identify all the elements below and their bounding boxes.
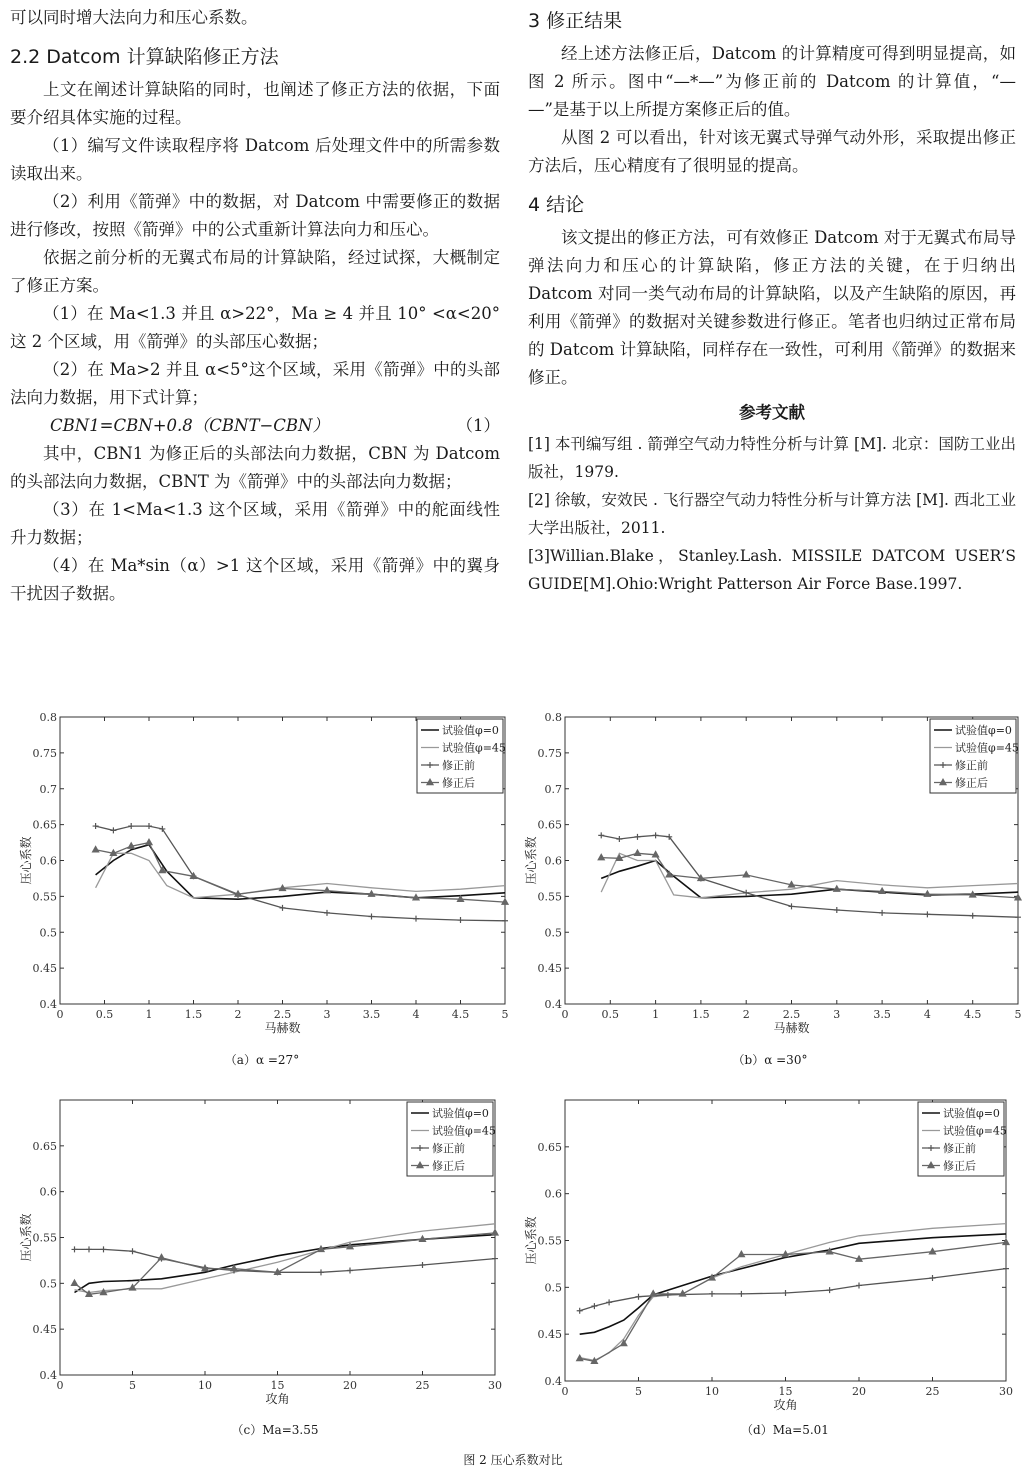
paragraph: （1）编写文件读取程序将 Datcom 后处理文件中的所需参数读取出来。: [10, 136, 500, 183]
data-point: [128, 823, 134, 829]
x-tick-label: 2.5: [782, 1008, 801, 1021]
data-point: [347, 1268, 353, 1274]
y-tick-label: 0.4: [39, 1369, 57, 1382]
x-tick-label: 5: [1014, 1008, 1022, 1021]
x-axis-label: 攻角: [265, 1392, 290, 1406]
legend-entry: 修正前: [955, 759, 988, 772]
legend-entry: 试验值φ=0: [432, 1107, 489, 1120]
y-tick-label: 0.65: [537, 818, 562, 832]
data-point: [71, 1280, 77, 1286]
legend-entry: 修正前: [442, 759, 475, 772]
data-point: [634, 850, 640, 856]
legend: [918, 1102, 1007, 1176]
legend-entry: 试验值φ=45: [955, 741, 1019, 755]
data-point: [369, 913, 375, 919]
y-tick-label: 0.45: [32, 1323, 57, 1337]
legend-entry: 修正前: [432, 1142, 465, 1155]
series-3: [93, 823, 508, 924]
x-tick-label: 25: [415, 1379, 430, 1392]
chart-b-caption: （b）α =30°: [732, 1053, 808, 1067]
legend-entry: 试验值φ=45: [943, 1124, 1007, 1138]
legend-entry: 修正前: [943, 1142, 976, 1155]
x-tick-label: 4.5: [963, 1008, 982, 1021]
x-axis-label: 马赫数: [264, 1021, 301, 1035]
y-tick-label: 0.5: [39, 1277, 57, 1291]
section-heading-2-2: 2.2 Datcom 计算缺陷修正方法: [10, 46, 279, 68]
series-3: [577, 1266, 1009, 1314]
y-tick-label: 0.55: [537, 890, 562, 904]
legend-entry: 试验值φ=45: [432, 1124, 496, 1138]
chart-c-caption: （c）Ma=3.55: [231, 1423, 319, 1437]
data-point: [738, 1291, 744, 1297]
series-line: [96, 826, 505, 921]
paragraph: （1）在 Ma<1.3 并且 α>22°，Ma ≥ 4 并且 10° <α<20°这 2 个区域，用《箭弹》的头部压心数据；: [10, 304, 500, 351]
y-tick-label: 0.55: [537, 1234, 562, 1248]
x-tick-label: 5: [635, 1385, 642, 1398]
data-point: [146, 823, 152, 829]
x-tick-label: 15: [778, 1385, 793, 1398]
data-point: [665, 1292, 671, 1298]
data-point: [420, 1262, 426, 1268]
data-point: [492, 1229, 498, 1235]
y-axis-label: 压心系数: [19, 836, 33, 885]
y-tick-label: 0.5: [39, 926, 57, 940]
y-tick-label: 0.8: [39, 711, 57, 724]
data-point: [616, 836, 622, 842]
y-tick-label: 0.7: [544, 782, 562, 796]
x-tick-label: 4: [412, 1008, 420, 1021]
data-point: [783, 1290, 789, 1296]
x-tick-label: 15: [270, 1379, 285, 1392]
legend-entry: 试验值φ=45: [442, 741, 506, 755]
reference-1: [1] 本刊编写组 . 箭弹空气动力特性分析与计算 [M]. 北京：国防工业出版社，1979.: [528, 435, 1016, 481]
data-point: [1003, 1266, 1009, 1272]
data-point: [158, 1254, 164, 1260]
data-point: [856, 1282, 862, 1288]
x-tick-label: 0: [561, 1008, 569, 1021]
x-tick-label: 1.5: [692, 1008, 710, 1021]
x-tick-label: 3: [323, 1008, 331, 1021]
y-tick-label: 0.6: [544, 854, 562, 868]
data-point: [324, 910, 330, 916]
x-tick-label: 10: [705, 1385, 719, 1398]
figure-caption: 图 2 压心系数对比: [463, 1453, 563, 1467]
data-point: [93, 823, 99, 829]
data-point: [591, 1303, 597, 1309]
chart-a-svg: [15, 705, 515, 1040]
data-point: [598, 832, 604, 838]
legend-entry: 试验值φ=0: [442, 724, 499, 737]
left-column: [10, 0, 500, 608]
legend-entry: 试验值φ=0: [943, 1107, 1000, 1120]
y-tick-label: 0.75: [537, 746, 562, 760]
data-point: [86, 1246, 92, 1252]
reference-2: [2] 徐敏，安效民 . 飞行器空气动力特性分析与计算方法 [M]. 西北工业大学出版社，2011.: [528, 491, 1016, 537]
data-point: [789, 903, 795, 909]
y-tick-label: 0.4: [39, 998, 57, 1011]
y-tick-label: 0.5: [544, 1281, 562, 1295]
right-column: [528, 0, 1016, 598]
x-tick-label: 2: [234, 1008, 242, 1021]
data-point: [413, 916, 419, 922]
x-tick-label: 0: [56, 1379, 64, 1392]
x-tick-label: 1: [652, 1008, 660, 1021]
x-tick-label: 1: [145, 1008, 153, 1021]
reference-3: [3]Willian.Blake，Stanley.Lash. MISSILE DATCOM USER’S GUIDE[M].Ohio:Wright Patterson Air Force Base.1997.: [528, 547, 1016, 593]
legend-entry: 修正后: [432, 1159, 465, 1173]
data-point: [1015, 914, 1021, 920]
x-tick-label: 2.5: [273, 1008, 292, 1021]
y-tick-label: 0.45: [32, 962, 57, 976]
chart-d: [520, 1088, 1020, 1418]
data-point: [606, 1299, 612, 1305]
series-2: [601, 853, 1018, 898]
legend: [407, 1102, 496, 1176]
data-point: [653, 832, 659, 838]
data-point: [492, 1256, 498, 1262]
legend-entry: 修正后: [943, 1159, 976, 1173]
y-tick-label: 0.4: [544, 998, 562, 1011]
paragraph: （2）在 Ma>2 并且 α<5°这个区域，采用《箭弹》中的头部法向力数据，用下式计算；: [10, 360, 500, 407]
chart-c: [15, 1088, 515, 1418]
equation-formula: CBN1=CBN+0.8（CBNT−CBN）: [50, 416, 329, 435]
data-point: [1003, 1239, 1009, 1245]
series-line: [580, 1242, 1006, 1361]
y-tick-label: 0.6: [544, 1187, 562, 1201]
data-point: [924, 911, 930, 917]
data-point: [130, 1248, 136, 1254]
x-tick-label: 10: [198, 1379, 212, 1392]
data-point: [650, 1290, 656, 1296]
data-point: [634, 834, 640, 840]
paragraph: 从图 2 可以看出，针对该无翼式导弹气动外形，采取提出修正方法后，压心精度有了很明显的提高。: [528, 128, 1016, 175]
x-axis-label: 攻角: [773, 1398, 798, 1412]
series-line: [580, 1234, 1006, 1334]
data-point: [709, 1291, 715, 1297]
series-4: [577, 1239, 1010, 1364]
y-tick-label: 0.8: [544, 711, 562, 724]
data-point: [458, 917, 464, 923]
x-tick-label: 30: [488, 1379, 502, 1392]
y-tick-label: 0.65: [537, 1140, 562, 1154]
y-tick-label: 0.55: [32, 1231, 57, 1245]
paragraph: （2）利用《箭弹》中的数据，对 Datcom 中需要修正的数据进行修改，按照《箭弹》中的公式重新计算法向力和压心。: [10, 192, 500, 239]
paragraph: 上文在阐述计算缺陷的同时，也阐述了修正方法的依据，下面要介绍具体实施的过程。: [10, 80, 500, 127]
legend-entry: 修正后: [442, 776, 475, 790]
legend-entry: 修正后: [955, 776, 988, 790]
x-tick-label: 4: [923, 1008, 931, 1021]
data-point: [92, 846, 98, 852]
x-tick-label: 1.5: [184, 1008, 203, 1021]
data-point: [598, 854, 604, 860]
x-tick-label: 0: [56, 1008, 64, 1021]
chart-a: [15, 705, 515, 1040]
x-tick-label: 0.5: [95, 1008, 114, 1021]
chart-a-caption: （a）α =27°: [224, 1053, 300, 1067]
y-tick-label: 0.7: [39, 782, 57, 796]
data-point: [930, 1275, 936, 1281]
paragraph: （3）在 1<Ma<1.3 这个区域，采用《箭弹》中的舵面线性升力数据；: [10, 500, 500, 547]
y-tick-label: 0.45: [537, 1328, 562, 1342]
section-heading-3: 3 修正结果: [528, 10, 623, 32]
data-point: [318, 1269, 324, 1275]
paragraph: 经上述方法修正后，Datcom 的计算精度可得到明显提高，如图 2 所示。图中“—*—”为修正前的 Datcom 的计算值，“— —”是基于以上所提方案修正后的值。: [528, 44, 1016, 119]
x-tick-label: 3: [833, 1008, 841, 1021]
data-point: [577, 1308, 583, 1314]
x-tick-label: 5: [501, 1008, 509, 1021]
equation-number: （1）: [456, 416, 500, 435]
data-point: [970, 913, 976, 919]
y-tick-label: 0.4: [544, 1375, 562, 1388]
legend: [930, 719, 1019, 793]
y-tick-label: 0.45: [537, 962, 562, 976]
y-tick-label: 0.75: [32, 746, 57, 760]
series-line: [601, 853, 1018, 898]
paragraph: 可以同时增大法向力和压心系数。: [10, 8, 258, 27]
data-point: [502, 918, 508, 924]
series-3: [598, 832, 1021, 920]
y-tick-label: 0.55: [32, 890, 57, 904]
paragraph: 该文提出的修正方法，可有效修正 Datcom 对于无翼式布局导弹法向力和压心的计算缺陷，修正方法的关键，在于归纳出 Datcom 对同一类气动布局的计算缺陷，以及产生缺陷的原因，再利用《箭弹》的数据对关键参数进行修正。笔者也归纳过正常布局的 Datcom 计算缺陷，同样存在一致性，可利用《箭弹》的数据来修正。: [528, 228, 1016, 387]
data-point: [879, 910, 885, 916]
y-axis-label: 压心系数: [524, 1216, 538, 1265]
y-tick-label: 0.6: [39, 854, 57, 868]
series-line: [580, 1269, 1006, 1311]
section-heading-4: 4 结论: [528, 194, 585, 216]
x-tick-label: 20: [852, 1385, 866, 1398]
x-axis-label: 马赫数: [773, 1021, 810, 1035]
y-tick-label: 0.65: [32, 1139, 57, 1153]
references-title: 参考文献: [739, 403, 805, 422]
paragraph: 其中，CBN1 为修正后的头部法向力数据，CBN 为 Datcom 的头部法向力数据，CBNT 为《箭弹》中的头部法向力数据；: [10, 444, 500, 491]
x-tick-label: 30: [999, 1385, 1013, 1398]
x-tick-label: 4.5: [451, 1008, 470, 1021]
y-axis-label: 压心系数: [19, 1213, 33, 1262]
x-tick-label: 5: [129, 1379, 136, 1392]
data-point: [101, 1246, 107, 1252]
paragraph: 依据之前分析的无翼式布局的计算缺陷，经过试探，大概制定了修正方案。: [10, 248, 500, 295]
x-tick-label: 3.5: [873, 1008, 891, 1021]
chart-d-caption: （d）Ma=5.01: [741, 1423, 829, 1437]
legend-entry: 试验值φ=0: [955, 724, 1012, 737]
y-tick-label: 0.6: [39, 1185, 57, 1199]
x-tick-label: 20: [343, 1379, 357, 1392]
equation-1: [10, 412, 500, 440]
chart-c-svg: [15, 1088, 515, 1418]
series-1: [580, 1234, 1006, 1334]
x-tick-label: 0: [561, 1385, 569, 1398]
data-point: [834, 907, 840, 913]
data-point: [72, 1246, 78, 1252]
series-4: [71, 1229, 498, 1296]
y-axis-label: 压心系数: [524, 836, 538, 885]
y-tick-label: 0.5: [544, 926, 562, 940]
data-point: [146, 839, 152, 845]
chart-b-svg: [520, 705, 1020, 1040]
legend: [417, 719, 506, 793]
data-point: [827, 1287, 833, 1293]
x-tick-label: 25: [925, 1385, 940, 1398]
y-tick-label: 0.65: [32, 818, 57, 832]
data-point: [743, 871, 749, 877]
x-tick-label: 0.5: [601, 1008, 620, 1021]
data-point: [110, 827, 116, 833]
paragraph: （4）在 Ma*sin（α）>1 这个区域，采用《箭弹》中的翼身干扰因子数据。: [10, 556, 500, 603]
data-point: [280, 905, 286, 911]
data-point: [743, 890, 749, 896]
x-tick-label: 2: [742, 1008, 750, 1021]
chart-b: [520, 705, 1020, 1040]
data-point: [636, 1294, 642, 1300]
x-tick-label: 3.5: [362, 1008, 381, 1021]
chart-d-svg: [520, 1088, 1020, 1418]
